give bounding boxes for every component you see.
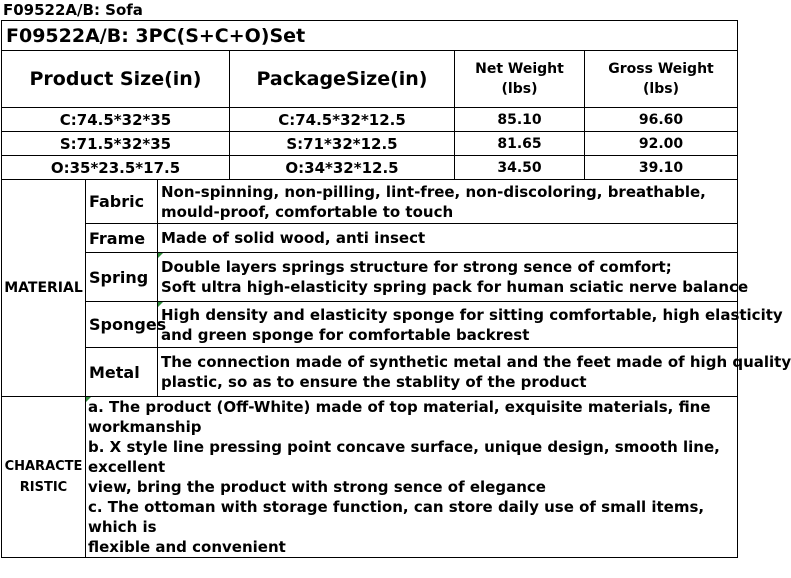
package-size-cell: O:34*32*12.5 <box>230 156 455 180</box>
gross-weight-header <box>585 51 738 108</box>
gross-weight-header-line1: Gross Weight <box>608 61 714 77</box>
net-weight-cell: 85.10 <box>455 108 585 132</box>
product-size-cell: C:74.5*32*35 <box>2 108 230 132</box>
material-desc-line: Double layers springs structure for strong sence of comfort; <box>161 258 672 276</box>
characteristic-label-line: CHARACTE <box>4 459 83 474</box>
product-spec-table <box>1 20 791 558</box>
material-name-spring: Spring <box>86 253 158 302</box>
material-name-metal: Metal <box>86 348 158 397</box>
net-weight-header-line1: Net Weight <box>475 61 564 77</box>
material-row-frame <box>2 224 738 253</box>
material-desc-sponges <box>158 302 783 348</box>
gross-weight-cell: 96.60 <box>585 108 738 132</box>
material-label: MATERIAL <box>2 180 86 397</box>
set-title: F09522A/B: 3PC(S+C+O)Set <box>2 21 738 51</box>
net-weight-cell: 81.65 <box>455 132 585 156</box>
sheet-title: F09522A/B: Sofa <box>3 1 143 19</box>
table-row <box>2 156 738 180</box>
characteristic-line: flexible and convenient <box>88 538 286 556</box>
material-row-metal <box>2 348 738 397</box>
product-size-cell: O:35*23.5*17.5 <box>2 156 230 180</box>
table-row <box>2 132 738 156</box>
material-desc-line: Made of solid wood, anti insect <box>161 229 426 247</box>
package-size-cell: C:74.5*32*12.5 <box>230 108 455 132</box>
gross-weight-cell: 39.10 <box>585 156 738 180</box>
material-desc-line: plastic, so as to ensure the stablity of the product <box>161 373 587 391</box>
material-name-fabric: Fabric <box>86 180 158 224</box>
net-weight-header <box>455 51 585 108</box>
material-row-fabric <box>2 180 738 224</box>
characteristic-line: a. The product (Off-White) made of top material, exquisite materials, fine <box>88 398 711 416</box>
net-weight-cell: 34.50 <box>455 156 585 180</box>
gross-weight-cell: 92.00 <box>585 132 738 156</box>
set-title-row <box>2 21 738 51</box>
header-row <box>2 51 738 108</box>
characteristic-line: view, bring the product with strong sence of elegance <box>88 478 546 496</box>
characteristic-text <box>86 397 738 558</box>
package-size-cell: S:71*32*12.5 <box>230 132 455 156</box>
characteristic-label-line: RISTIC <box>19 480 68 495</box>
material-desc-line: mould-proof, comfortable to touch <box>161 202 454 221</box>
characteristic-line: workmanship <box>88 418 202 436</box>
package-size-header: PackageSize(in) <box>230 51 455 108</box>
material-row-sponges <box>2 302 738 348</box>
material-name-sponges: Sponges <box>86 302 158 348</box>
net-weight-header-line2: (lbs) <box>501 81 538 97</box>
gross-weight-header-line2: (lbs) <box>643 81 679 97</box>
material-desc-frame <box>158 224 738 253</box>
material-desc-fabric <box>158 180 738 224</box>
material-desc-line: High density and elasticity sponge for sitting comfortable, high elasticity <box>161 305 783 324</box>
material-desc-metal <box>158 348 791 397</box>
characteristic-row <box>2 397 738 558</box>
material-desc-line: The connection made of synthetic metal and the feet made of high quality <box>161 353 791 371</box>
characteristic-line: c. The ottoman with storage function, can store daily use of small items, which is <box>88 498 705 536</box>
characteristic-label <box>2 397 86 558</box>
material-row-spring <box>2 253 738 302</box>
material-desc-spring <box>158 253 749 302</box>
material-desc-line: Soft ultra high-elasticity spring pack for human sciatic nerve balance <box>161 278 749 296</box>
table-row <box>2 108 738 132</box>
material-desc-line: and green sponge for comfortable backrest <box>161 325 530 344</box>
material-desc-line: Non-spinning, non-pilling, lint-free, non-discoloring, breathable, <box>161 182 706 201</box>
product-size-header: Product Size(in) <box>2 51 230 108</box>
characteristic-line: b. X style line pressing point concave surface, unique design, smooth line, excellent <box>88 438 720 476</box>
product-size-cell: S:71.5*32*35 <box>2 132 230 156</box>
material-name-frame: Frame <box>86 224 158 253</box>
